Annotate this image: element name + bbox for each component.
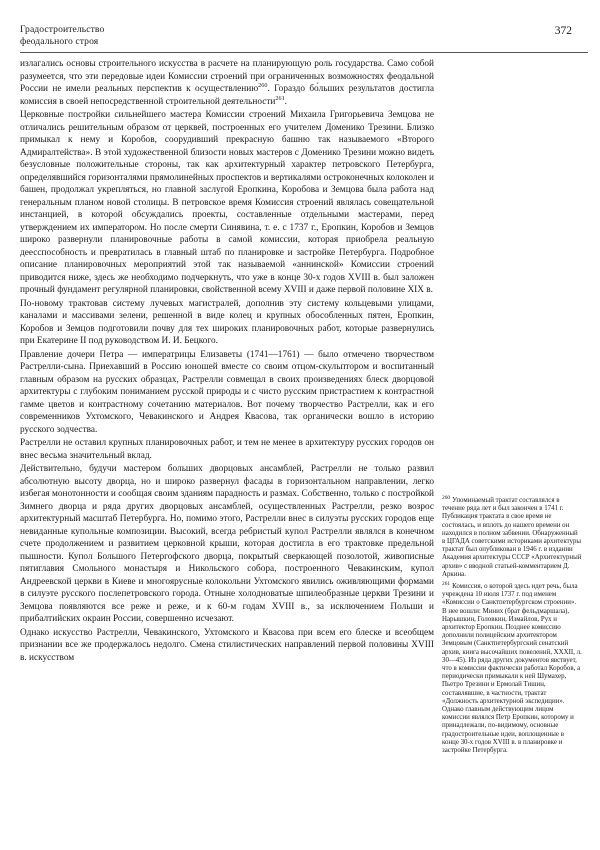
main-text-column: [20, 58, 434, 664]
paragraph: Действительно, будучи мастером больших дворцовых ансамблей, Растрелли не только развил абсолютную высоту дворца, но и широко развернул фасады в горизонтальном направлении, легко избегая монотонности и сообщая своим зданиям парадность и размах. Собственно, только с постройкой Зимнего дворца и ряда других дворцовых ансамблей, осуществленных Растрелли, резко возрос архитектурный масштаб Петербурга. Но, помимо этого, Растрелли внес в силуэты русских городов еще невиданные купольные композиции. Высокий, всегда ребристый купол Растрелли являлся в конечном счете продолжением и развитием церковной крыши, которая достигла в его трактовке предельной пышности. Купол Большого Петергофского дворца, покрытый сверкающей позолотой, живописные пятиглавия Смольного монастыря и Никольского собора, построенного Чевакинским, купол Андреевской церкви в Киеве и многоярусные колокольни Ухтомского явились оживляющими формами в силуэте русского послепетровского города. Отныне холодноватые шпилеобразные церкви Трезини и Земцова появляются все реже и реже, и к 60-м годам XVIII в., за исключением Польши и прибалтийских окраин России, совершенно исчезают.: [20, 464, 434, 624]
page-number: 372: [554, 25, 572, 37]
paragraph: Однако искусство Растрелли, Чевакинского, Ухтомского и Квасова при всем его блеске и всеобщем признании все же продержалось недолго. Смена стилистических направлений первой половины XVIII в. искусством: [20, 627, 434, 663]
paragraph-text: излагались основы строительного искусства в расчете на планирующую роль государства. Само собой разумеется, что эти передовые идеи Комиссии строений при ограниченных возможностях феодальной России не имели реальных перспектив к осуществлению: [20, 59, 434, 94]
paragraph: Правление дочери Петра — императрицы Елизаветы (1741—1761) — было отмечено творчеством Растрелли-сына. Приехавший в Россию юношей вместе со своим отцом-скульптором и воспитанный главным образом на русских образцах, Растрелли совмещал в своих произведениях блеск дворцовой архитектуры с глубоким пониманием русской природы и с чисто русским пристрастием к контрастной гамме цветов и контрастному сочетанию материалов. Вот почему творчество Растрелли, как и его современников Ухтомского, Чевакинского и Андрея Квасова, так органически вошло в историю русского зодчества.: [20, 349, 434, 435]
footnote-ref-260[interactable]: 260: [258, 81, 268, 89]
footnote-ref-261[interactable]: 261: [275, 94, 285, 102]
footnote: [442, 580, 582, 755]
running-header-line-2: феодального строя: [20, 35, 99, 47]
paragraph: По-новому трактовав систему лучевых магистралей, дополнив эту систему кольцевыми улицами, каналами и массивами зелени, решенной в виде колец и крупных обособленных пятен, Еропкин, Коробов и Земцов подготовили почву для тех широких планировочных работ, которые развернулись при Екатерине II под руководством И. И. Бецкого.: [20, 298, 434, 346]
running-header: [20, 24, 104, 47]
paragraph: [20, 58, 434, 108]
paragraph-text: . Гораздо бо́льших результатов достигла комиссия в своей непосредственной строительной деятельности: [20, 84, 434, 107]
footnotes-column: [442, 494, 582, 759]
header-rule: [20, 52, 588, 53]
footnote-number: 260: [442, 494, 451, 501]
paragraph: Растрелли не оставил крупных планировочных работ, и тем не менее в архитектуру русских городов он внес весьма значительный вклад.: [20, 438, 434, 461]
footnote-text: Упоминаемый трактат составлялся в течение ряда лет и был закончен в 1741 г. Публикация трактата в свое время не состоялась, и вплоть до нашего времени он находился в полном забвении. Обнаруженный в ЦГАДА советскими историками архитектуры трактат был опубликован в 1946 г. в издании Академия архитектуры СССР «Архитектурный архив» с вводной статьей-комментарием Д. Аркина.: [442, 497, 582, 578]
footnote: [442, 494, 582, 579]
footnote-number: 261: [442, 580, 451, 587]
running-header-line-1: Градостроительство: [20, 24, 105, 35]
paragraph: Церковные постройки сильнейшего мастера Комиссии строений Михаила Григорьевича Земцова не отличались решительным образом от церквей, построенных его учителем Доменико Трезини. Близко примыкал к нему и Коробов, соорудивший прекрасную башню так называемого «Второго Адмиралтейства». В этой художественной близости новых мастеров с Доменико Трезини можно видеть безусловные положительные стороны, так как архитектурный характер петровского Петербурга, определявшийся горизонталями прямолинейных проспектов и вертикалями остроконечных колоколен и башен, продолжал укрепляться, но главной заслугой Еропкина, Коробова и Земцова была работа над генеральным планом новой столицы. В петровское время Комиссия строений являлась совещательной инстанцией, в которой обсуждались проекты, составленные отдельными мастерами, перед утверждением их императором. Но после смерти Синявина, т. е. с 1737 г., Еропкин, Коробов и Земцов широко развернули планировочные работы в самой комиссии, которая приобрела реальную деесспособность и превратилась в главный штаб по планировке и застройке Петербурга. Подробное описание планировочных мероприятий этой так называемой «аннинской» Комиссии строений приводится ниже, здесь же необходимо подчеркнуть, что уже в конце 30-х годов XVIII в. был заложен прочный фундамент регулярной планировки, свойственной всему XVIII и даже первой половине XIX в.: [20, 110, 434, 295]
footnote-text: Комиссия, о которой здесь идет речь, была учреждена 10 июля 1737 г. под именем «Комиссии о Санктпетербургском строении». В нее вошли: Миних (брат фельдмаршала), Нарышкин, Головкин, Измайлов, Рух и архитектор Еропкин. Позднее комиссию дополнили полицейским архитектором Земцовым (Санктпетербургский сенатский архив, книга высочайших повелений, XXXII, л. 30—45). Из ряда других документов явствует, что в комиссии фактически работал Коробов, а периодически примыкали к ней Шумахер, Пьетро Трезини и Ермолай Тишин, составлявшие, в частности, трактат «Должность архитектурной экспедиции». Однако главным действующим лицом комиссии являлся Петр Еропкин, которому и принадлежали, по-видимому, основные градостроительные идеи, воплощенные в конце 30-х годов XVIII в. в планировке и застройке Петербурга.: [442, 583, 582, 755]
paragraph-text: .: [284, 96, 287, 107]
